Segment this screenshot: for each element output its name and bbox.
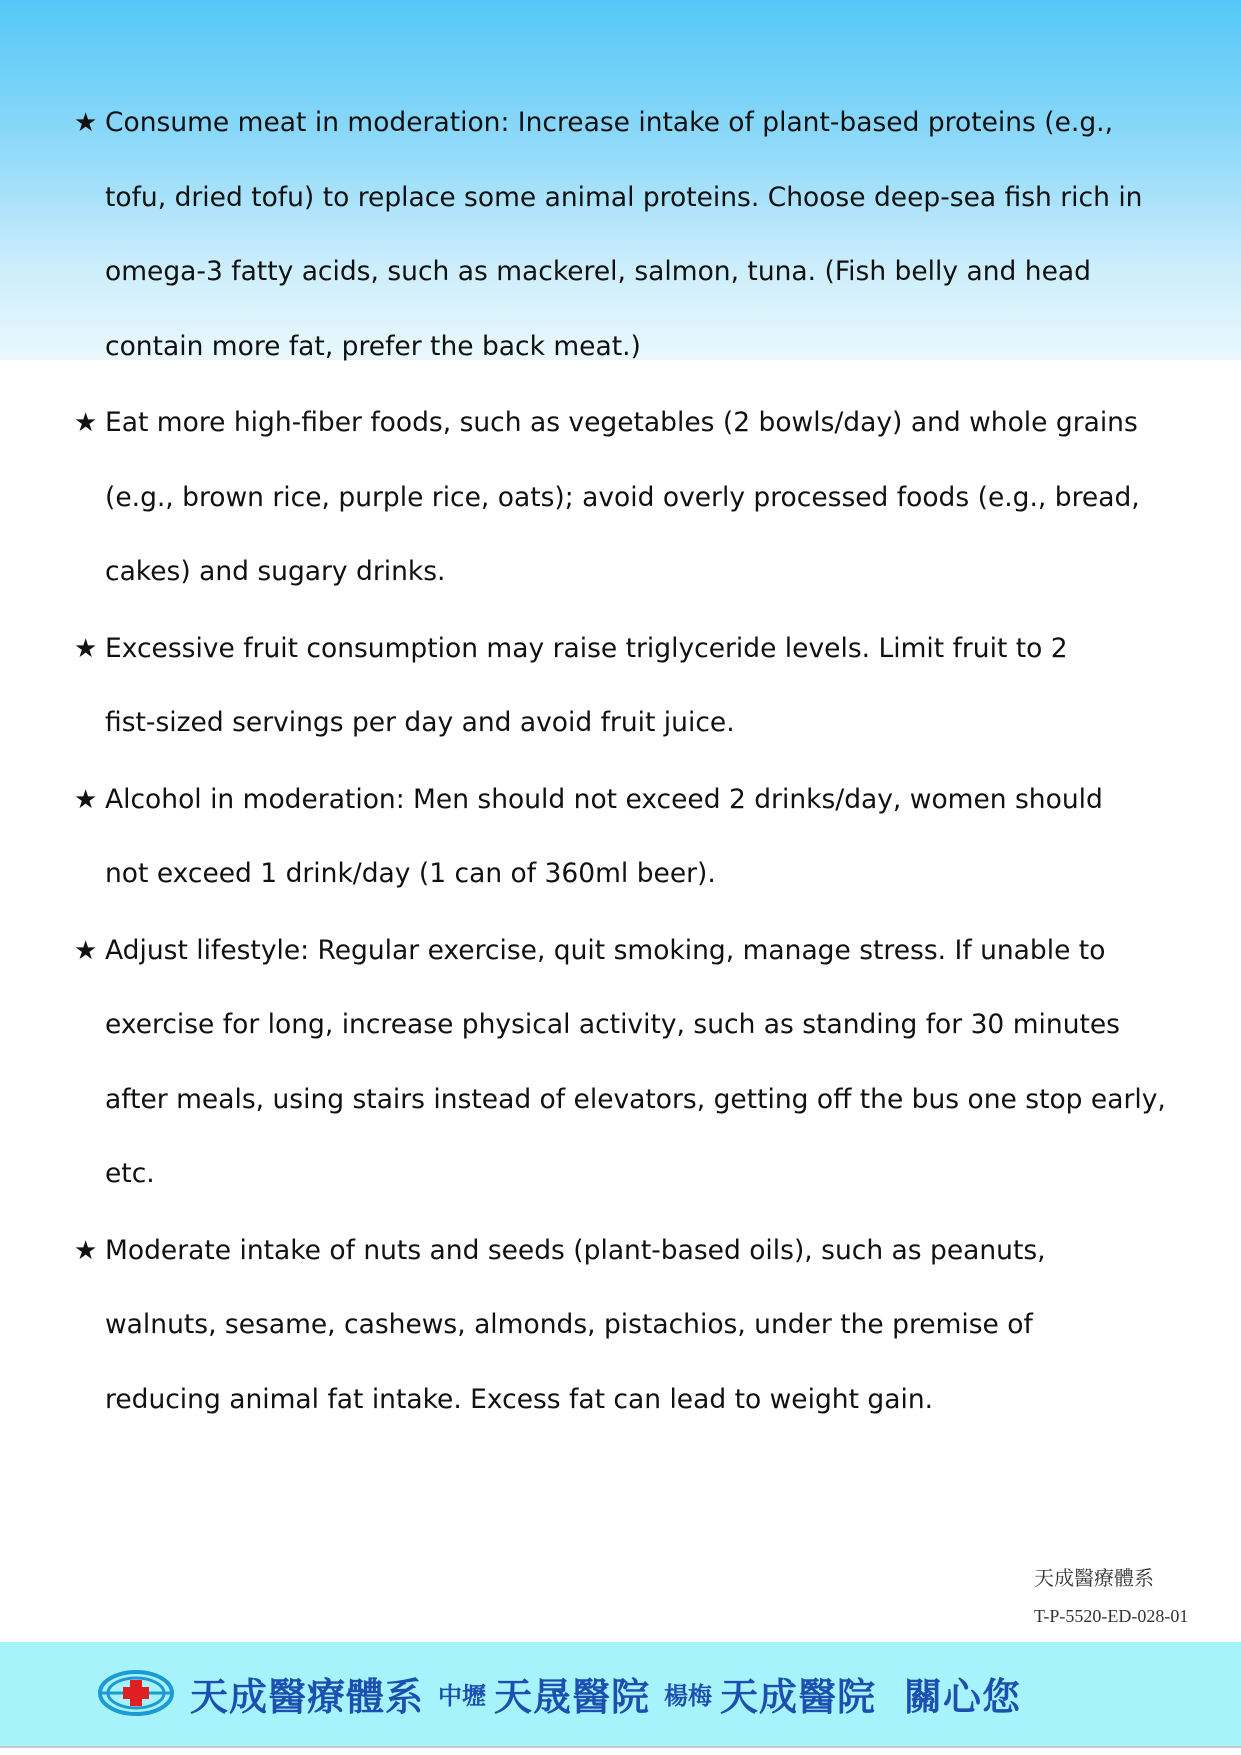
tip-line [74,988,1174,1063]
tip-item [74,86,1174,384]
tip-line [74,310,1174,385]
tip-text: after meals, using stairs instead of elevators, getting off the bus one stop early, [105,1083,1166,1115]
tip-text: cakes) and sugary drinks. [105,556,446,587]
tip-line [74,1363,1174,1438]
tip-line [74,612,1174,687]
tip-text: contain more fat, prefer the back meat.) [105,330,641,362]
footer-system-name: 天成醫療體系 [190,1674,425,1719]
tip-item [74,612,1174,761]
footer-location-2: 楊梅 [664,1681,713,1710]
tip-item [74,763,1174,912]
footer-hospital-2: 天成醫院 [720,1674,877,1719]
tip-text: Moderate intake of nuts and seeds (plant-based oils), such as peanuts, [105,1234,1046,1266]
document-meta [1034,1562,1188,1632]
tip-text: omega-3 fatty acids, such as mackerel, salmon, tuna. (Fish belly and head [105,256,1091,287]
tips-list [74,86,1174,1439]
tip-item [74,914,1174,1212]
star-icon: ★ [74,633,98,664]
tip-line [74,86,1174,161]
tip-text: not exceed 1 drink/day (1 can of 360ml beer). [105,858,716,889]
star-icon: ★ [74,1235,98,1266]
tip-text: etc. [105,1158,155,1189]
footer-hospital-1: 天晟醫院 [494,1674,651,1719]
star-icon: ★ [74,108,98,138]
tip-text: (e.g., brown rice, purple rice, oats); avoid overly processed foods (e.g., bread, [105,481,1140,513]
star-icon: ★ [74,408,98,438]
tip-text: tofu, dried tofu) to replace some animal proteins. Choose deep-sea fish rich in [105,181,1143,213]
tip-line [74,837,1174,912]
org-name: 天成醫療體系 [1034,1566,1154,1590]
tip-text: Adjust lifestyle: Regular exercise, quit smoking, manage stress. If unable to [105,934,1106,966]
tip-line [74,161,1174,236]
tip-item [74,1214,1174,1438]
tip-line [74,914,1174,989]
footer-content [96,1658,1021,1728]
tip-text: Consume meat in moderation: Increase intake of plant-based proteins (e.g., [105,107,1114,138]
footer-slogan: 關心您 [904,1674,1022,1719]
tip-line [74,1214,1174,1289]
document-code: T-P-5520-ED-028-01 [1034,1606,1189,1626]
tip-line [74,386,1174,461]
star-icon: ★ [74,935,98,966]
tip-text: walnuts, sesame, cashews, almonds, pistachios, under the premise of [105,1309,1033,1340]
tip-line [74,535,1174,610]
footer-divider [0,1746,1241,1748]
tip-line [74,235,1174,310]
tip-text: Eat more high-fiber foods, such as vegetables (2 bowls/day) and whole grains [105,407,1138,438]
tip-text: Excessive fruit consumption may raise triglyceride levels. Limit fruit to 2 [105,632,1068,664]
globe-with-red-cross-icon [96,1667,176,1719]
tip-line [74,763,1174,838]
tip-line [74,1137,1174,1212]
tip-text: fist-sized servings per day and avoid fruit juice. [105,707,735,738]
star-icon: ★ [74,784,98,815]
tip-text: reducing animal fat intake. Excess fat can lead to weight gain. [105,1383,934,1415]
tip-item [74,386,1174,610]
tip-line [74,686,1174,761]
tip-text: Alcohol in moderation: Men should not exceed 2 drinks/day, women should [105,783,1103,815]
footer-location-1: 中壢 [438,1681,487,1710]
tip-text: exercise for long, increase physical activity, such as standing for 30 minutes [105,1009,1120,1040]
tip-line [74,1063,1174,1138]
footer-banner [0,1642,1241,1746]
tip-line [74,461,1174,536]
tip-line [74,1288,1174,1363]
